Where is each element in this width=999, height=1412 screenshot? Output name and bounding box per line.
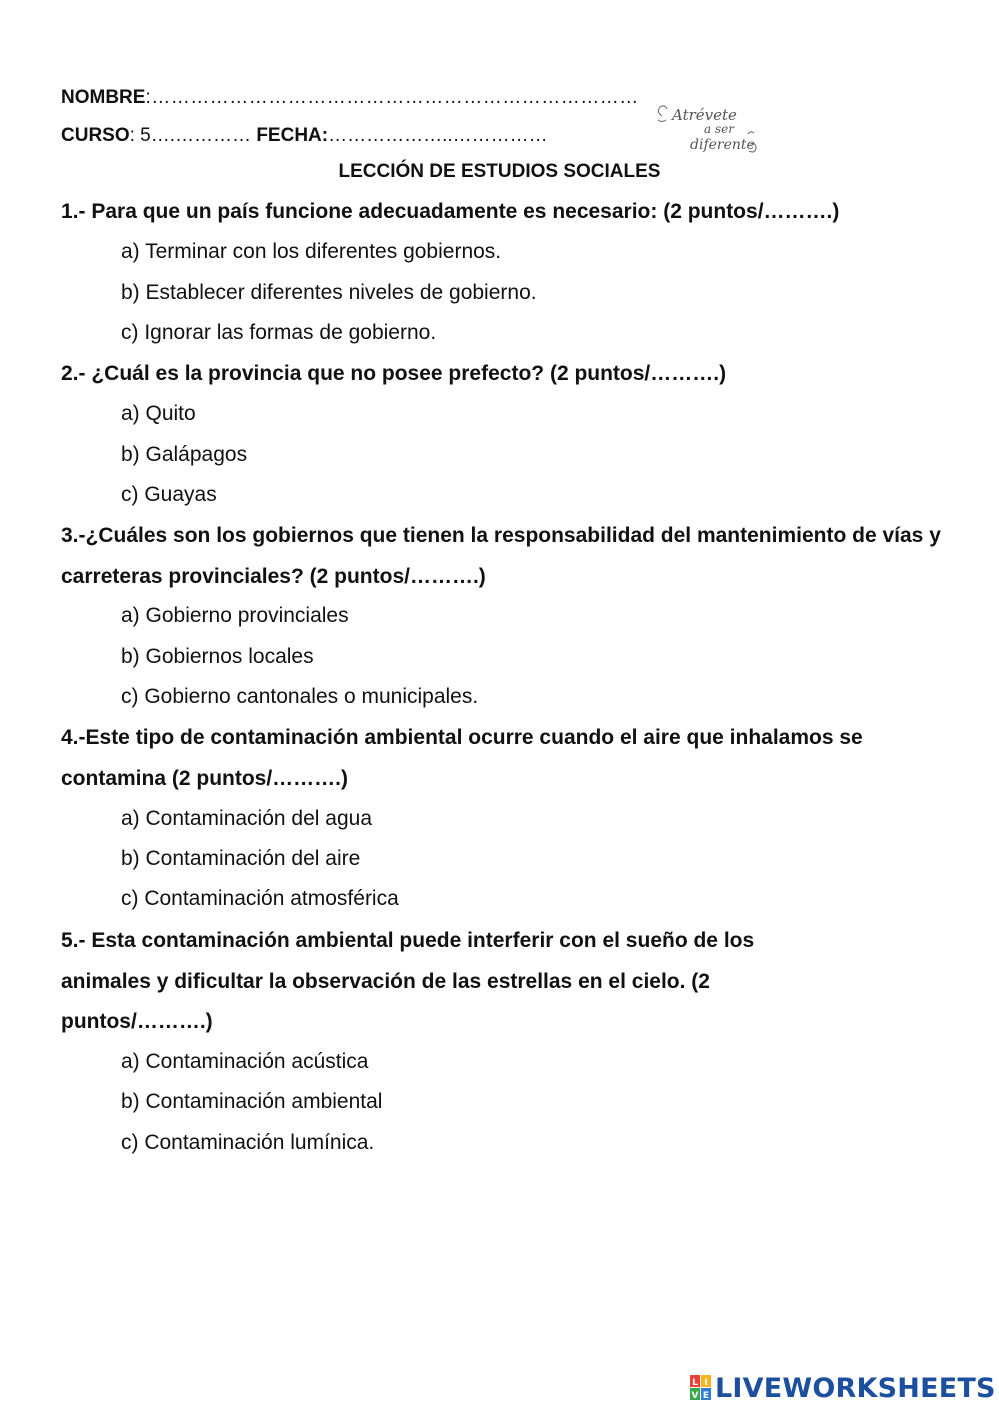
question-5-option-a[interactable]: a) Contaminación acústica xyxy=(121,1050,369,1073)
question-3-option-a[interactable]: a) Gobierno provinciales xyxy=(121,604,349,627)
stamp-line-3: diferente xyxy=(690,137,755,153)
svg-text:L: L xyxy=(692,1378,698,1388)
nombre-field xyxy=(61,86,639,110)
liveworksheets-brand xyxy=(690,1372,996,1404)
svg-text:I: I xyxy=(704,1378,708,1388)
nombre-blank[interactable]: :………………………………………………………………… xyxy=(145,87,639,108)
fecha-blank[interactable]: ………………..…………… xyxy=(328,125,548,146)
nombre-label: NOMBRE xyxy=(61,87,146,108)
atrevete-stamp-logo xyxy=(654,104,764,160)
question-4-option-c[interactable]: c) Contaminación atmosférica xyxy=(121,887,399,910)
page-title: LECCIÓN DE ESTUDIOS SOCIALES xyxy=(338,161,661,182)
question-1-option-a[interactable]: a) Terminar con los diferentes gobiernos. xyxy=(121,240,502,263)
stamp-line-1: Atrévete xyxy=(672,106,737,124)
question-5: 5.- Esta contaminación ambiental puede interferir con el sueño de los animales y dificultar la observación de las estrellas en el cielo. (2 puntos/……….) xyxy=(61,929,755,1033)
svg-text:V: V xyxy=(691,1391,699,1401)
question-4: 4.-Este tipo de contaminación ambiental ocurre cuando el aire que inhalamos se contamina (2 puntos/……….) xyxy=(61,726,863,790)
question-2-option-b[interactable]: b) Galápagos xyxy=(121,443,248,466)
curso-blank[interactable]: : 5….………… xyxy=(129,125,257,146)
curso-label: CURSO xyxy=(61,125,130,146)
question-2-option-c[interactable]: c) Guayas xyxy=(121,483,217,506)
question-3: 3.-¿Cuáles son los gobiernos que tienen la responsabilidad del mantenimiento de vías y carreteras provinciales? (2 puntos/……….) xyxy=(61,524,941,588)
question-5-option-c[interactable]: c) Contaminación lumínica. xyxy=(121,1131,375,1154)
question-5-option-b[interactable]: b) Contaminación ambiental xyxy=(121,1090,383,1113)
question-3-option-b[interactable]: b) Gobiernos locales xyxy=(121,645,314,668)
liveworksheets-logo-icon xyxy=(690,1375,712,1401)
svg-text:E: E xyxy=(702,1391,710,1401)
curso-fecha-field xyxy=(61,124,548,148)
question-1-option-c[interactable]: c) Ignorar las formas de gobierno. xyxy=(121,321,437,344)
fecha-label: FECHA: xyxy=(256,125,329,146)
question-2-option-a[interactable]: a) Quito xyxy=(121,402,196,425)
question-2: 2.- ¿Cuál es la provincia que no posee prefecto? (2 puntos/……….) xyxy=(61,362,727,385)
question-4-option-b[interactable]: b) Contaminación del aire xyxy=(121,847,361,870)
liveworksheets-wordmark: LIVEWORKSHEETS xyxy=(715,1372,996,1404)
question-3-option-c[interactable]: c) Gobierno cantonales o municipales. xyxy=(121,685,479,708)
question-1: 1.- Para que un país funcione adecuadamente es necesario: (2 puntos/……….) xyxy=(61,200,840,223)
stamp-line-2: a ser xyxy=(704,122,734,136)
question-4-option-a[interactable]: a) Contaminación del agua xyxy=(121,807,372,830)
question-1-option-b[interactable]: b) Establecer diferentes niveles de gobierno. xyxy=(121,281,537,304)
